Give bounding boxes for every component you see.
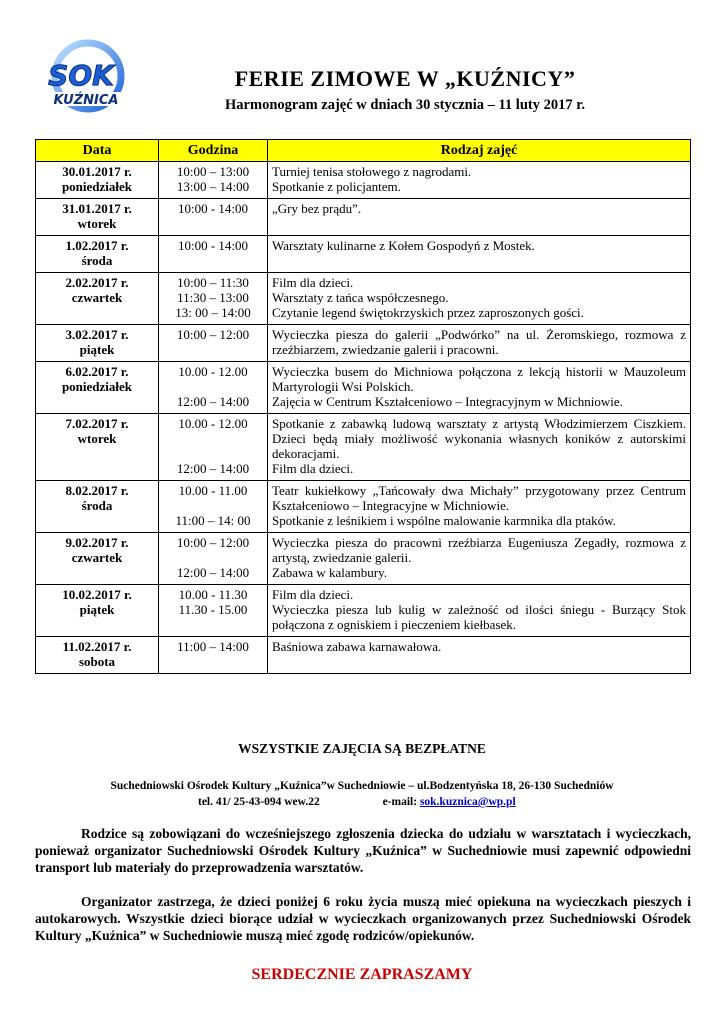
table-row	[36, 273, 691, 325]
activity-text: Film dla dzieci.	[272, 275, 354, 290]
schedule-table	[35, 139, 691, 674]
time-value: 13: 00 – 14:00	[175, 305, 251, 320]
date-cell	[36, 273, 159, 325]
activity-text: Wycieczka piesza do pracowni rzeźbiarza Eugeniusza Zegadły, rozmowa z artystą, zwiedzanie galerii.	[272, 535, 686, 565]
time-value: 11.30 - 15.00	[178, 602, 248, 617]
table-row	[36, 414, 691, 481]
date-cell	[36, 362, 159, 414]
table-row	[36, 199, 691, 236]
schedule-body	[36, 162, 691, 674]
time-value: 12:00 – 14:00	[176, 394, 250, 409]
activity-cell	[268, 199, 691, 236]
activity-text: Wycieczka busem do Michniowa połączona z lekcją historii w Mauzoleum Martyrologii Wsi Polskich.	[272, 364, 686, 394]
date-value: 10.02.2017 r.	[62, 587, 132, 602]
column-header-time: Godzina	[159, 140, 268, 162]
date-cell	[36, 325, 159, 362]
time-value: 10:00 – 11:30	[177, 275, 249, 290]
weekday-value: poniedziałek	[61, 179, 133, 194]
time-value: 10:00 – 12:00	[176, 535, 250, 550]
table-row	[36, 637, 691, 674]
date-cell	[36, 637, 159, 674]
date-value: 1.02.2017 r.	[65, 238, 129, 253]
time-value: 10:00 – 13:00	[176, 164, 250, 179]
time-spacer	[163, 498, 263, 513]
column-header-date: Data	[36, 140, 159, 162]
activity-text: Czytanie legend świętokrzyskich przez zaproszonych gości.	[272, 305, 584, 320]
time-value: 10:00 – 12:00	[176, 327, 250, 342]
time-cell	[159, 481, 268, 533]
time-value: 11:00 – 14: 00	[175, 513, 251, 528]
time-value: 12:00 – 14:00	[176, 461, 250, 476]
activity-cell	[268, 362, 691, 414]
date-value: 30.01.2017 r.	[62, 164, 132, 179]
date-cell	[36, 162, 159, 199]
activity-text: Warsztaty z tańca współczesnego.	[272, 290, 449, 305]
activity-cell	[268, 414, 691, 481]
column-header-activity: Rodzaj zajęć	[268, 140, 691, 162]
time-value: 10.00 - 11.30	[178, 587, 248, 602]
parents-notice-paragraph: Rodzice są zobowiązani do wcześniejszego zgłoszenia dziecka do udziału w warsztatach i wycieczkach, ponieważ organizator Suchedniowski Ośrodek Kultury „Kuźnica” w Suchedniowie musi zapewnić odpowiedni transport lub materiały do przeprowadzenia warsztatów.	[35, 826, 691, 875]
time-spacer	[163, 446, 263, 461]
table-row	[36, 533, 691, 585]
date-cell	[36, 414, 159, 481]
date-value: 11.02.2017 r.	[62, 639, 132, 654]
logo-subtext: KUŹNICA	[53, 93, 119, 108]
email-label: e-mail:	[382, 796, 418, 808]
date-cell	[36, 199, 159, 236]
activity-text: Zabawa w kalambury.	[272, 565, 388, 580]
weekday-value: wtorek	[77, 431, 117, 446]
activity-text: Film dla dzieci.	[272, 587, 354, 602]
activity-cell	[268, 481, 691, 533]
time-spacer	[163, 379, 263, 394]
date-cell	[36, 236, 159, 273]
time-value: 10:00 - 14:00	[177, 201, 249, 216]
activity-text: Teatr kukiełkowy „Tańcowały dwa Michały” przygotowany przez Centrum Kształceniowo – Integracyjne w Michniowie.	[272, 483, 686, 513]
organizer-phone: tel. 41/ 25-43-094 wew.22	[198, 796, 320, 808]
table-row	[36, 325, 691, 362]
activity-text: Spotkanie z leśnikiem i wspólne malowanie karmnika dla ptaków.	[272, 513, 616, 528]
activity-text: Spotkanie z zabawką ludową warsztaty z artystą Włodzimierzem Ciszkiem. Dzieci będą miały możliwość wykonania własnych koników z autorskimi dekoracjami.	[272, 416, 686, 461]
date-value: 3.02.2017 r.	[65, 327, 129, 342]
activity-text: Wycieczka piesza do galerii „Podwórko” na ul. Żeromskiego, rozmowa z rzeźbiarzem, zwiedzanie galerii i pracowni.	[272, 327, 686, 357]
activity-cell	[268, 162, 691, 199]
time-value: 13:00 – 14:00	[176, 179, 250, 194]
table-row	[36, 236, 691, 273]
date-value: 9.02.2017 r.	[65, 535, 129, 550]
activity-cell	[268, 533, 691, 585]
organizer-notice-paragraph: Organizator zastrzega, że dzieci poniżej 6 roku życia muszą mieć opiekuna na wycieczkach pieszych i autokarowych. Wszystkie dzieci biorące udział w wycieczkach organizowanych przez Suchedniowski Ośrodek Kultury „Kuźnica” w Suchedniowie muszą mieć zgodę rodziców/opiekunów.	[35, 894, 691, 943]
logo-text: SOK	[48, 59, 114, 92]
table-row	[36, 481, 691, 533]
time-value: 10.00 - 12.00	[178, 364, 248, 379]
sok-kuznica-logo	[36, 38, 134, 118]
activity-text: Zajęcia w Centrum Kształceniowo – Integracyjnym w Michniowie.	[272, 394, 623, 409]
time-value: 11:30 – 13:00	[177, 290, 249, 305]
activity-cell	[268, 637, 691, 674]
time-cell	[159, 236, 268, 273]
table-row	[36, 362, 691, 414]
date-value: 6.02.2017 r.	[65, 364, 129, 379]
weekday-value: czwartek	[71, 550, 123, 565]
activity-text: Wycieczka piesza lub kulig w zależność od ilości śniegu - Burzący Stok połączona z ogniskiem i pieczeniem kiełbasek.	[272, 602, 686, 632]
date-cell	[36, 585, 159, 637]
time-value: 10:00 - 14:00	[177, 238, 249, 253]
time-cell	[159, 414, 268, 481]
page-subtitle: Harmonogram zajęć w dniach 30 stycznia – 11 luty 2017 r.	[225, 97, 585, 113]
date-value: 2.02.2017 r.	[65, 275, 129, 290]
weekday-value: czwartek	[71, 290, 123, 305]
activity-text: Spotkanie z policjantem.	[272, 179, 401, 194]
invitation-text: SERDECZNIE ZAPRASZAMY	[251, 966, 473, 983]
activity-cell	[268, 585, 691, 637]
time-cell	[159, 637, 268, 674]
activity-text: Turniej tenisa stołowego z nagrodami.	[272, 164, 472, 179]
table-row	[36, 585, 691, 637]
weekday-value: wtorek	[77, 216, 117, 231]
time-cell	[159, 533, 268, 585]
time-spacer	[163, 431, 263, 446]
activity-text: Baśniowa zabawa karnawałowa.	[272, 639, 442, 654]
weekday-value: środa	[81, 498, 113, 513]
date-value: 31.01.2017 r.	[62, 201, 132, 216]
free-notice: WSZYSTKIE ZAJĘCIA SĄ BEZPŁATNE	[238, 741, 486, 756]
time-value: 12:00 – 14:00	[176, 565, 250, 580]
time-cell	[159, 162, 268, 199]
table-row	[36, 162, 691, 199]
table-header-row	[36, 140, 691, 162]
time-cell	[159, 362, 268, 414]
activity-text: „Gry bez prądu”.	[272, 201, 362, 216]
date-value: 7.02.2017 r.	[65, 416, 129, 431]
time-cell	[159, 199, 268, 236]
time-value: 10.00 - 11.00	[178, 483, 248, 498]
organizer-address: Suchedniowski Ośrodek Kultury „Kuźnica”w Suchedniowie – ul.Bodzentyńska 18, 26-130 Suchedniów	[110, 780, 614, 792]
time-cell	[159, 273, 268, 325]
weekday-value: poniedziałek	[61, 379, 133, 394]
email-link[interactable]: sok.kuznica@wp.pl	[419, 796, 516, 808]
activity-text: Warsztaty kulinarne z Kołem Gospodyń z Mostek.	[272, 238, 535, 253]
activity-cell	[268, 273, 691, 325]
weekday-value: środa	[81, 253, 113, 268]
weekday-value: piątek	[79, 602, 115, 617]
time-value: 11:00 – 14:00	[177, 639, 249, 654]
time-spacer	[163, 550, 263, 565]
activity-text: Film dla dzieci.	[272, 461, 354, 476]
organizer-contact	[198, 796, 516, 808]
page-title: FERIE ZIMOWE W „KUŹNICY”	[234, 66, 576, 91]
activity-cell	[268, 236, 691, 273]
time-value: 10.00 - 12.00	[178, 416, 248, 431]
date-cell	[36, 533, 159, 585]
date-value: 8.02.2017 r.	[65, 483, 129, 498]
date-cell	[36, 481, 159, 533]
weekday-value: sobota	[78, 654, 116, 669]
weekday-value: piątek	[79, 342, 115, 357]
time-cell	[159, 585, 268, 637]
time-cell	[159, 325, 268, 362]
activity-cell	[268, 325, 691, 362]
